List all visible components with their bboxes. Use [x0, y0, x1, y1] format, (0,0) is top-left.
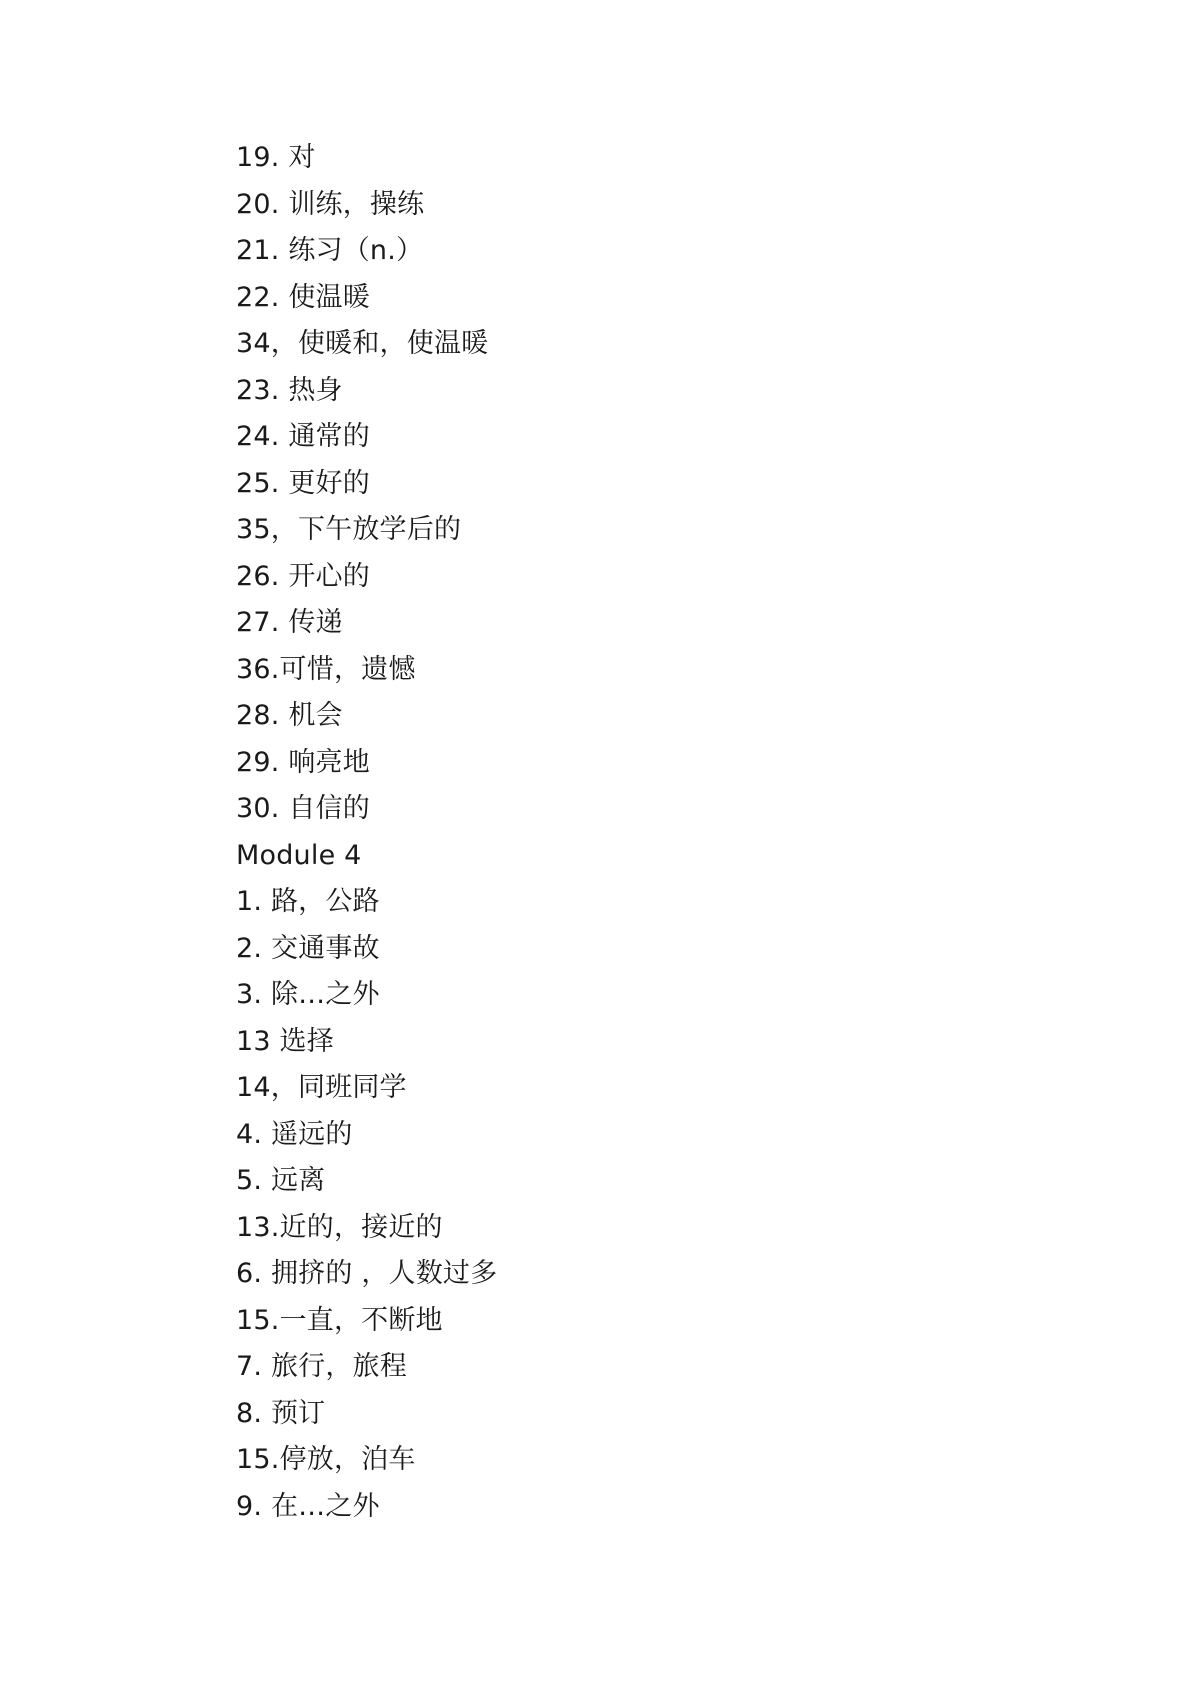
list-item: 13 选择	[236, 1025, 334, 1057]
list-item: 27. 传递	[236, 607, 343, 638]
list-item: 25. 更好的	[236, 467, 370, 499]
list-item: 21. 练习（n.）	[236, 235, 424, 266]
list-item: 2. 交通事故	[236, 932, 380, 964]
list-item: 4. 遥远的	[236, 1118, 353, 1150]
list-item: 35，下午放学后的	[236, 514, 462, 545]
list-item: 13.近的，接近的	[236, 1211, 443, 1243]
list-item: 26. 开心的	[236, 560, 370, 592]
list-item: 5. 远离	[236, 1165, 326, 1196]
list-item: 23. 热身	[236, 374, 343, 406]
list-item: 14，同班同学	[236, 1072, 407, 1103]
list-item: 22. 使温暖	[236, 281, 370, 313]
list-item: 30. 自信的	[236, 793, 370, 824]
list-item: 24. 通常的	[236, 421, 370, 452]
list-item: 15.停放，泊车	[236, 1444, 416, 1475]
vocabulary-list	[236, 135, 497, 1530]
list-item: 9. 在…之外	[236, 1490, 380, 1522]
list-item: 6. 拥挤的 ，人数过多	[236, 1258, 498, 1289]
list-item: 34，使暖和，使温暖	[236, 328, 489, 359]
list-item: 20. 训练，操练	[236, 188, 425, 220]
list-item: 29. 响亮地	[236, 746, 370, 778]
list-item: 1. 路，公路	[236, 886, 380, 917]
list-item: 15.一直，不断地	[236, 1304, 443, 1336]
list-item: 3. 除…之外	[236, 979, 380, 1010]
list-item: 19. 对	[236, 142, 316, 173]
list-item: 36.可惜，遗憾	[236, 653, 416, 685]
list-item: 8. 预订	[236, 1397, 326, 1429]
list-item: 28. 机会	[236, 700, 343, 731]
section-heading: Module 4	[236, 839, 362, 871]
list-item: 7. 旅行，旅程	[236, 1351, 407, 1382]
